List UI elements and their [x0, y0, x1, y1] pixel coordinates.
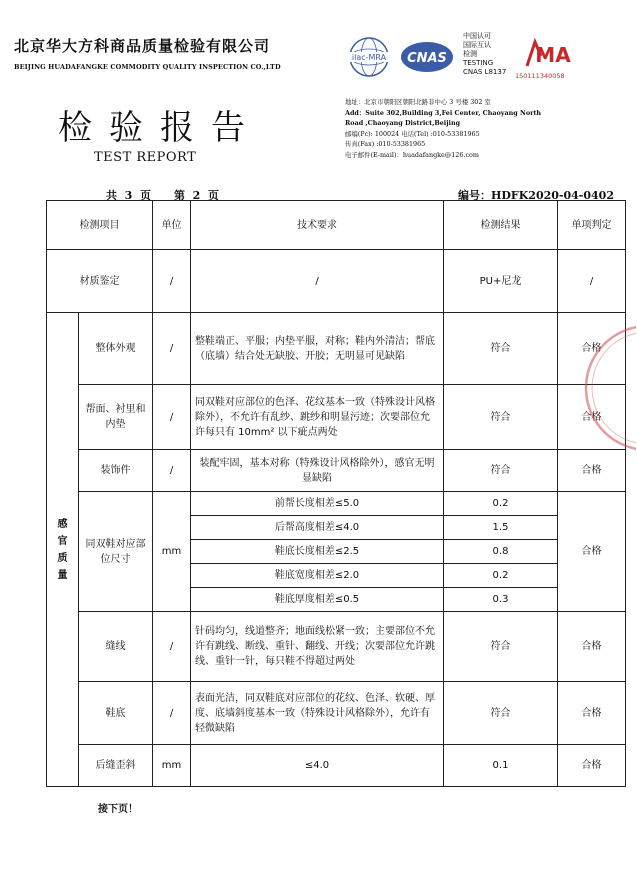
cell-judgement: 合格 [558, 450, 626, 492]
table-row [47, 385, 626, 450]
cell-requirement: / [191, 250, 444, 313]
header-judgement: 单项判定 [558, 201, 626, 250]
cert-text [463, 32, 506, 77]
cell-unit: / [153, 250, 191, 313]
continued-note: 接下页！ [98, 804, 138, 815]
table-row [47, 745, 626, 787]
cell-unit: / [153, 450, 191, 492]
cell-result: 符合 [444, 385, 558, 450]
report-number: 编号：HDFK2020-04-0402 [458, 189, 614, 202]
table-row [47, 612, 626, 682]
cell-unit: / [153, 313, 191, 385]
cell-unit: / [153, 612, 191, 682]
cell-requirement: 装配牢固，基本对称（特殊设计风格除外），感官无明显缺陷 [191, 450, 444, 492]
cert-line: TESTING [463, 59, 494, 67]
cell-result: 0.2 [444, 564, 558, 588]
address-line: 电子邮件(E-mail)：huadafangke@126.com [345, 150, 479, 159]
cell-item: 缝线 [79, 612, 153, 682]
cell-item: 同双鞋对应部位尺寸 [79, 492, 153, 612]
cell-requirement: 整鞋端正、平服；内垫平服，对称；鞋内外清洁；帮底（底墙）结合处无缺胶、开胶；无明显可见缺陷 [191, 313, 444, 385]
cell-requirement: 表面光洁，同双鞋底对应部位的花纹、色泽、软硬、厚度、底墙斜度基本一致（特殊设计风格除外），允许有轻微缺陷 [191, 682, 444, 745]
ilac-mra-logo [345, 36, 393, 78]
cell-judgement: 合格 [558, 745, 626, 787]
cma-text: MA [535, 43, 571, 67]
report-title-cn: 检验报告 [58, 108, 262, 148]
cell-requirement: 前帮长度相差≤5.0 [191, 492, 444, 516]
cell-result: 0.2 [444, 492, 558, 516]
header-result: 检测结果 [444, 201, 558, 250]
cell-item: 鞋底 [79, 682, 153, 745]
cell-requirement: 鞋底宽度相差≤2.0 [191, 564, 444, 588]
cell-unit: mm [153, 745, 191, 787]
report-title-en: TEST REPORT [94, 150, 197, 165]
table-row [47, 450, 626, 492]
cell-item: 装饰件 [79, 450, 153, 492]
cert-line: 检测 [463, 50, 477, 58]
cell-result: 0.1 [444, 745, 558, 787]
address-line: Add：Suite 302,Building 3,Fei Center, Chaoyang North [345, 108, 542, 117]
cell-judgement: 合格 [558, 385, 626, 450]
cma-logo [521, 36, 575, 72]
cell-requirement: 同双鞋对应部位的色泽、花纹基本一致（特殊设计风格除外），不允许有乱纱、跳纱和明显污迹；次要部位允许每只有 10mm² 以下疵点两处 [191, 385, 444, 450]
cell-judgement: / [558, 250, 626, 313]
cell-requirement: 鞋底厚度相差≤0.5 [191, 588, 444, 612]
cell-result: 1.5 [444, 516, 558, 540]
cell-item: 后缝歪斜 [79, 745, 153, 787]
cell-item: 帮面、衬里和内垫 [79, 385, 153, 450]
cell-result: 符合 [444, 612, 558, 682]
header-item: 检测项目 [47, 201, 153, 250]
cert-line: 国际互认 [463, 41, 491, 49]
table-row [47, 250, 626, 313]
cell-unit: / [153, 682, 191, 745]
cell-result: 符合 [444, 313, 558, 385]
cell-result: 0.8 [444, 540, 558, 564]
address-block [345, 97, 541, 160]
cell-requirement: ≤4.0 [191, 745, 444, 787]
header-requirement: 技术要求 [191, 201, 444, 250]
address-line: Road ,Chaoyang District,Beijing [345, 119, 461, 127]
cnas-text: CNAS [407, 51, 447, 66]
cert-line: CNAS L8137 [463, 68, 507, 76]
cell-item: 整体外观 [79, 313, 153, 385]
cma-number: 150111340058 [515, 72, 565, 80]
address-line: 邮编(Pc): 100024 电话(Tel) :010-53381965 [345, 129, 480, 138]
red-seal-stamp [578, 318, 636, 458]
cell-judgement: 合格 [558, 492, 626, 612]
company-name-cn: 北京华大方科商品质量检验有限公司 [14, 37, 271, 55]
table-header-row [47, 201, 626, 250]
page-count: 共 3 页 第 2 页 [106, 189, 219, 202]
cell-requirement: 针码均匀，线道整齐；地面线松紧一致；主要部位不允许有跳线、断线、重针、翻线、开线；次要部位允许跳线、重针一针，每只鞋不得超过两处 [191, 612, 444, 682]
cell-result: 符合 [444, 682, 558, 745]
company-name-en: BEIJING HUADAFANGKE COMMODITY QUALITY INSPECTION CO.,LTD [14, 63, 281, 71]
table-row [47, 682, 626, 745]
inspection-table [46, 200, 626, 787]
cell-judgement: 合格 [558, 682, 626, 745]
cell-judgement: 合格 [558, 313, 626, 385]
group-label-cell: 感 官 质 量 [47, 313, 79, 787]
address-line: 传真(Fax) :010-53381965 [345, 140, 426, 148]
cell-requirement: 后帮高度相差≤4.0 [191, 516, 444, 540]
accreditation-logos [345, 32, 630, 80]
cell-result: 符合 [444, 450, 558, 492]
cnas-logo [399, 40, 455, 74]
cell-result: 0.3 [444, 588, 558, 612]
cell-item: 材质鉴定 [47, 250, 153, 313]
cell-unit: / [153, 385, 191, 450]
header-unit: 单位 [153, 201, 191, 250]
cell-requirement: 鞋底长度相差≤2.5 [191, 540, 444, 564]
cell-result: PU+尼龙 [444, 250, 558, 313]
cell-unit: mm [153, 492, 191, 612]
cell-judgement: 合格 [558, 612, 626, 682]
address-line: 地址：北京市朝阳区朝阳北路非中心 3 号楼 302 室 [345, 98, 491, 106]
table-row [47, 492, 626, 516]
cert-line: 中国认可 [463, 32, 491, 40]
ilac-text: ilac-MRA [351, 53, 387, 62]
table-row [47, 313, 626, 385]
